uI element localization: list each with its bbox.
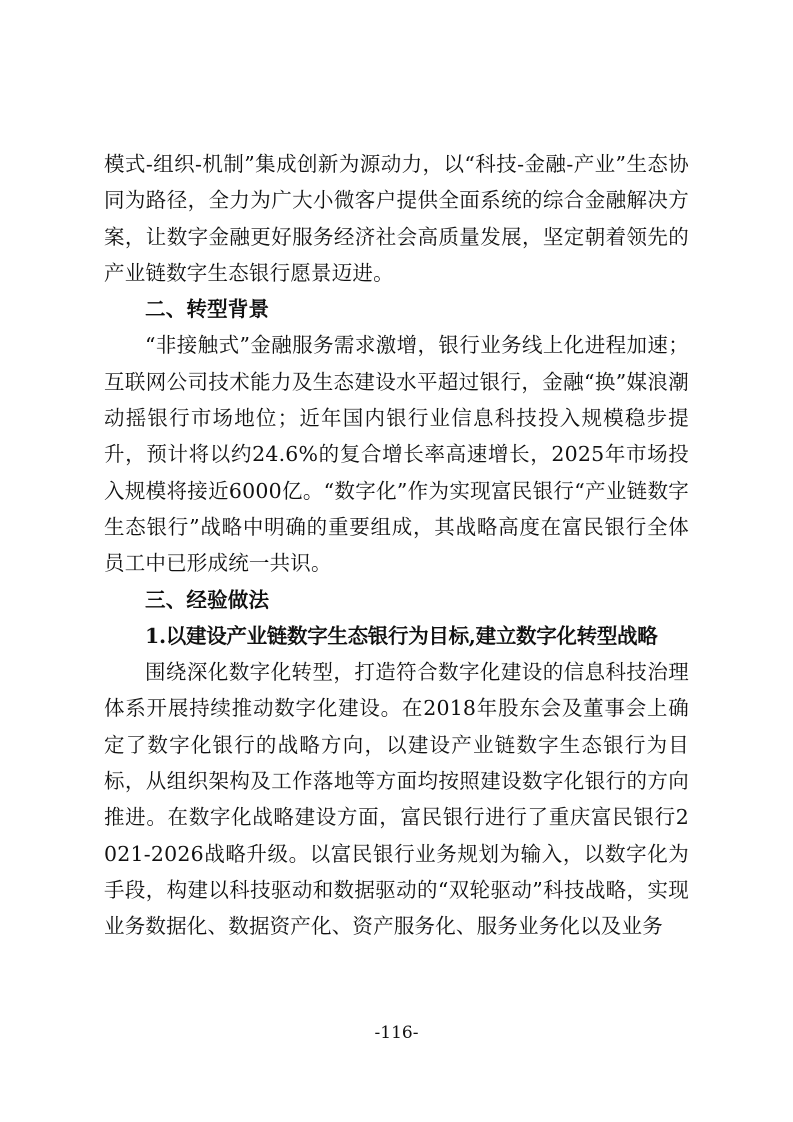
paragraph-intro-continuation: 模式-组织-机制”集成创新为源动力，以“科技-金融-产业”生态协同为路径，全力为广大小微客户提供全面系统的综合金融解决方案，让数字金融更好服务经济社会高质量发展，坚定朝着领先的产业链数字生态银行愿景迈进。 bbox=[104, 152, 689, 285]
paragraph-strategy: 围绕深化数字化转型，打造符合数字化建设的信息科技治理体系开展持续推动数字化建设。在2018年股东会及董事会上确定了数字化银行的战略方向，以建设产业链数字生态银行为目标，从组织架构及工作落地等方面均按照建设数字化银行的方向推进。在数字化战略建设方面，富民银行进行了重庆富民银行2021-2026战略升级。以富民银行业务规划为输入，以数字化为手段，构建以科技驱动和数据驱动的“双轮驱动”科技战略，实现业务数据化、数据资产化、资产服务化、服务业务化以及业务 bbox=[104, 660, 689, 939]
paragraph-background: “非接触式”金融服务需求激增，银行业务线上化进程加速；互联网公司技术能力及生态建设水平超过银行，金融“换”媒浪潮动摇银行市场地位；近年国内银行业信息科技投入规模稳步提升，预计将以约24.6%的复合增长率高速增长，2025年市场投入规模将接近6000亿。“数字化”作为实现富民银行“产业链数字生态银行”战略中明确的重要组成，其战略高度在富民银行全体员工中已形成统一共识。 bbox=[104, 333, 689, 576]
page-number: -116- bbox=[374, 1023, 419, 1043]
section-heading-practices: 三、经验做法 bbox=[145, 587, 270, 612]
document-body bbox=[104, 146, 689, 945]
section-heading-background: 二、转型背景 bbox=[145, 297, 270, 322]
subheading-strategy: 1.以建设产业链数字生态银行为目标,建立数字化转型战略 bbox=[145, 623, 658, 648]
